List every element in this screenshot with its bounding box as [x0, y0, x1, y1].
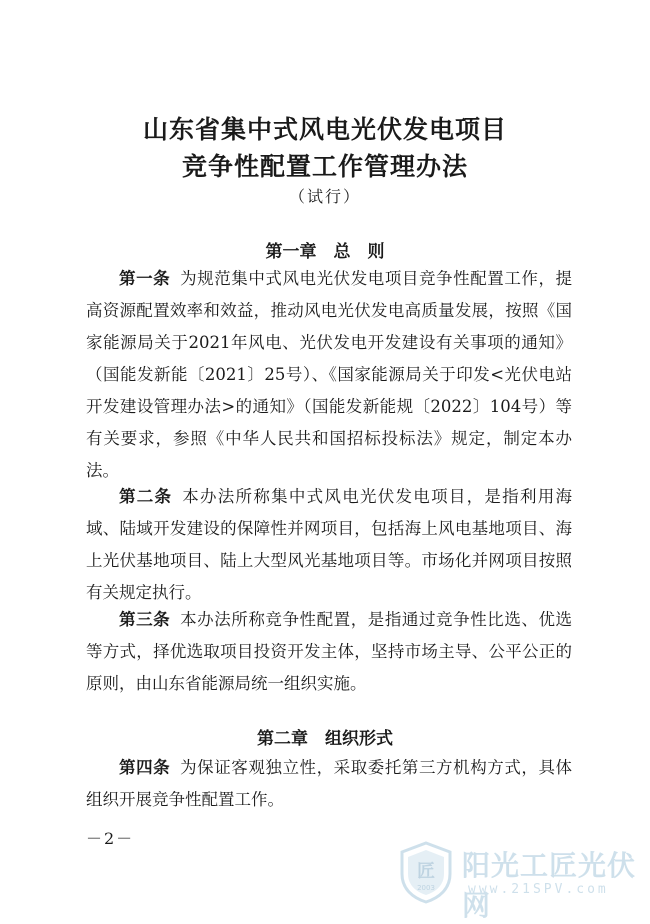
article-3-text: 本办法所称竞争性配置，是指通过竞争性比选、优选等方式，择优选取项目投资开发主体，坚持市场主导、公平公正的原则，由山东省能源局统一组织实施。 [86, 610, 573, 693]
article-1-text: 为规范集中式风电光伏发电项目竞争性配置工作，提高资源配置效率和效益，推动风电光伏发电高质量发展，按照《国家能源局关于2021年风电、光伏发电开发建设有关事项的通知》（国能发新能〔2021〕25号）、《国家能源局关于印发<光伏电站开发建设管理办法>的通知》（国能发新能规〔2022〕104号）等有关要求，参照《中华人民共和国招标投标法》规定，制定本办法。 [86, 269, 573, 480]
article-1-label: 第一条 [119, 269, 171, 288]
svg-text:2003: 2003 [417, 884, 435, 892]
article-4-text: 为保证客观独立性，采取委托第三方机构方式，具体组织开展竞争性配置工作。 [86, 758, 573, 809]
document-subtitle: （试行） [288, 187, 361, 206]
article-2 [86, 481, 572, 609]
chapter-heading-1: 第一章 总 则 [265, 242, 385, 262]
article-3-label: 第三条 [119, 610, 171, 629]
watermark-url: www.21SPV.com [468, 882, 609, 897]
article-4 [86, 752, 572, 816]
site-watermark [398, 840, 648, 922]
document-title-line2: 竞争性配置工作管理办法 [181, 152, 468, 181]
page-number: －2－ [86, 829, 135, 848]
article-2-text: 本办法所称集中式风电光伏发电项目，是指利用海域、陆域开发建设的保障性并网项目，包括海上风电基地项目、海上光伏基地项目、陆上大型风光基地项目等。市场化并网项目按照有关规定执行。 [86, 487, 573, 602]
article-4-label: 第四条 [119, 758, 171, 777]
svg-text:匠: 匠 [417, 861, 435, 882]
certified-seal-icon [398, 840, 454, 904]
watermark-site-name: 阳光工匠光伏网 [462, 849, 637, 922]
document-title-line1: 山东省集中式风电光伏发电项目 [142, 115, 507, 144]
article-3 [86, 604, 572, 700]
article-2-label: 第二条 [119, 487, 173, 506]
article-1 [86, 263, 572, 487]
chapter-heading-2: 第二章 组织形式 [257, 729, 393, 749]
